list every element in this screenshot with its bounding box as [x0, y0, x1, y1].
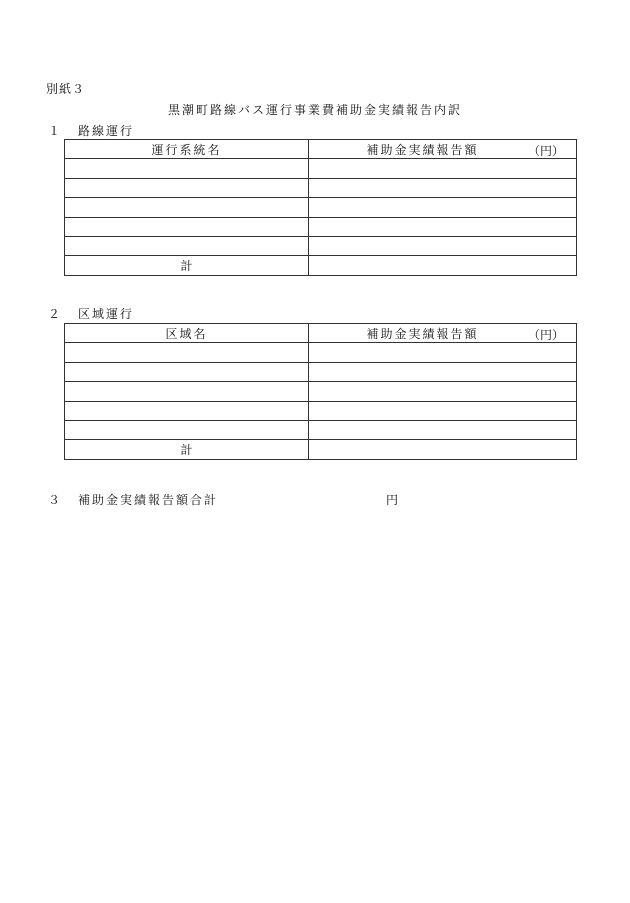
section-1-heading: [48, 122, 134, 139]
table-row: [65, 420, 577, 439]
table-header-row: [65, 324, 577, 343]
amount-cell[interactable]: [309, 198, 577, 217]
amount-cell[interactable]: [309, 217, 577, 236]
section-2-title: 区域運行: [78, 307, 135, 321]
section-2-heading: [48, 305, 134, 322]
amount-cell[interactable]: [309, 382, 577, 401]
amount-cell[interactable]: [309, 159, 577, 178]
route-name-cell[interactable]: [65, 198, 309, 217]
grand-total-field[interactable]: [386, 491, 398, 508]
area-name-cell[interactable]: [65, 420, 309, 439]
route-name-cell[interactable]: [65, 178, 309, 197]
total-amount-cell[interactable]: [309, 440, 577, 459]
total-amount-cell[interactable]: [309, 256, 577, 275]
grand-total-unit: 円: [386, 493, 399, 507]
route-name-cell[interactable]: [65, 236, 309, 255]
section-3-heading: [48, 491, 218, 508]
table-row: [65, 382, 577, 401]
column-header-route-name: 運行系統名: [65, 140, 309, 159]
route-name-cell[interactable]: [65, 159, 309, 178]
column-header-area-name: 区域名: [65, 324, 309, 343]
table-row: [65, 198, 577, 217]
route-operation-table: [64, 139, 577, 276]
amount-unit-label: （円）: [527, 328, 564, 342]
section-2-number: ２: [48, 307, 61, 321]
document-title: 黒潮町路線バス運行事業費補助金実績報告内訳: [167, 103, 462, 117]
section-1-title: 路線運行: [78, 124, 135, 138]
table-row: [65, 236, 577, 255]
attachment-label: 別紙３: [46, 82, 86, 96]
amount-header-label: 補助金実績報告額: [366, 326, 479, 341]
amount-cell[interactable]: [309, 236, 577, 255]
total-row: [65, 256, 577, 275]
amount-cell[interactable]: [309, 178, 577, 197]
column-header-amount: [309, 324, 577, 343]
amount-cell[interactable]: [309, 401, 577, 420]
area-name-cell[interactable]: [65, 401, 309, 420]
amount-unit-label: （円）: [527, 144, 564, 158]
route-name-cell[interactable]: [65, 217, 309, 236]
table-row: [65, 178, 577, 197]
total-label: 計: [65, 440, 309, 459]
table-row: [65, 401, 577, 420]
section-1-number: １: [48, 124, 61, 138]
amount-header-label: 補助金実績報告額: [366, 142, 479, 157]
column-header-amount: [309, 140, 577, 159]
table-row: [65, 343, 577, 362]
table-row: [65, 362, 577, 381]
table-row: [65, 159, 577, 178]
area-name-cell[interactable]: [65, 362, 309, 381]
total-label: 計: [65, 256, 309, 275]
section-3-title: 補助金実績報告額合計: [78, 493, 219, 507]
table-header-row: [65, 140, 577, 159]
area-name-cell[interactable]: [65, 382, 309, 401]
area-operation-table: [64, 323, 577, 460]
section-3-number: ３: [48, 493, 61, 507]
amount-cell[interactable]: [309, 420, 577, 439]
area-name-cell[interactable]: [65, 343, 309, 362]
total-row: [65, 440, 577, 459]
amount-cell[interactable]: [309, 343, 577, 362]
amount-cell[interactable]: [309, 362, 577, 381]
table-row: [65, 217, 577, 236]
